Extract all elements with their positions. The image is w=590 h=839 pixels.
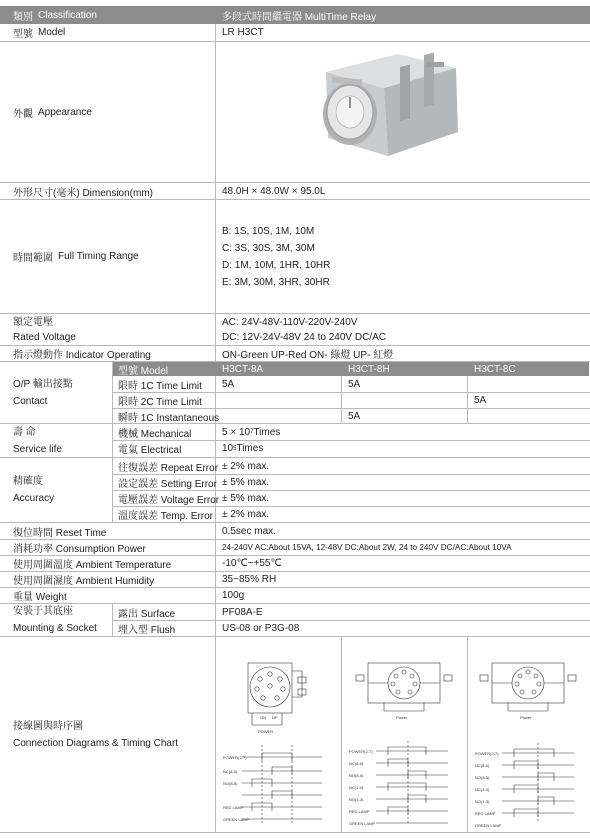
classification-label: 類別 Classification <box>13 9 97 23</box>
svg-text:GREEN LAMP: GREEN LAMP <box>475 823 502 828</box>
svg-text:POWER(2-7): POWER(2-7) <box>349 749 373 754</box>
model-8a: H3CT-8A <box>222 363 264 375</box>
timing-range-c: C: 3S, 30S, 3M, 30M <box>222 242 315 254</box>
consumption-row: 消耗功率 Consumption Power 24-240V AC:About 15VA, 12-48V DC:About 2W, 24 to 240V DC/AC:About 10VA <box>0 540 590 556</box>
header-row <box>0 6 590 24</box>
life-mechanical-value: 5 × 10 7 Times <box>222 426 281 438</box>
setting-error-value: ± 5% max. <box>222 476 270 488</box>
svg-text:POWER: POWER <box>258 729 274 734</box>
relay-photo <box>308 50 468 176</box>
weight-value: 100g <box>222 590 245 601</box>
svg-text:NC(1-4): NC(1-4) <box>349 785 364 790</box>
model-8c: H3CT-8C <box>474 363 516 375</box>
connection-block: 接線圖與時序圖 Connection Diagrams & Timing Chart ON UP POWER POWER(2-7) NC(8-6) NO(8-5) RED LAMP GREEN LAMP Power POWER(2-7) NC(8-6) NO(8-5) NC(1-4) NO(1-3) RED LAMP GREEN LAMP Power POWER(2-7) NC(8-6) NO(8-5) NC(1-4) NO(1-3) RED LAMP GREEN LAMP <box>0 637 590 833</box>
model-8h: H3CT-8H <box>348 363 390 375</box>
temp-error-value: ± 2% max. <box>222 508 270 520</box>
svg-text:NC(8-6): NC(8-6) <box>475 763 490 768</box>
dimension-value: 48.0H × 48.0W × 95.0L <box>222 185 326 197</box>
op-time-limit-1c: 限時 1C Time Limit <box>118 380 202 392</box>
svg-text:NO(8-5): NO(8-5) <box>475 775 490 780</box>
life-electrical-label: 電氣 Electrical <box>118 445 182 456</box>
timing-range-e: E: 3M, 30M, 3HR, 30HR <box>222 276 330 288</box>
rated-voltage-row: 額定電壓 Rated Voltage AC: 24V-48V-110V-220V-240V DC: 12V-24V-48V 24 to 240V DC/AC <box>0 314 590 346</box>
op-instantaneous-1c: 瞬時 1C Instantaneous <box>118 412 220 424</box>
svg-text:NC(8-6): NC(8-6) <box>349 761 364 766</box>
timing-range-d: D: 1M, 10M, 1HR, 10HR <box>222 259 331 271</box>
indicator-row: 指示燈動作 Indicator Operating ON-Green UP-Red ON- 綠燈 UP- 紅燈 <box>0 346 590 362</box>
reset-time-value: 0.5sec max. <box>222 525 276 537</box>
svg-text:NC(1-4): NC(1-4) <box>475 787 490 792</box>
weight-row: 重量 Weight 100g <box>0 588 590 604</box>
connection-diagram-8a <box>222 649 336 829</box>
rated-voltage-ac: AC: 24V-48V-110V-220V-240V <box>222 316 358 328</box>
model-value: LR H3CT <box>222 27 264 38</box>
svg-text:RED LAMP: RED LAMP <box>349 809 370 814</box>
svg-text:RED LAMP: RED LAMP <box>223 805 244 810</box>
svg-text:ON: ON <box>260 715 266 720</box>
voltage-error-value: ± 5% max. <box>222 492 270 504</box>
op-time-limit-2c: 限時 2C Time Limit <box>118 396 202 408</box>
timing-range-row: 時間範圍 Full Timing Range B: 1S, 10S, 1M, 10M C: 3S, 30S, 3M, 30M D: 1M, 10M, 1HR, 10HR E: 3M, 30M, 3HR, 30HR <box>0 200 590 314</box>
svg-text:NO(1-3): NO(1-3) <box>475 799 490 804</box>
timing-range-b: B: 1S, 10S, 1M, 10M <box>222 225 315 237</box>
mounting-block: 安裝于其底座 Mounting & Socket 露出 Surface PF08A-E 埋入型 Flush US-08 or P3G-08 <box>0 604 590 637</box>
flush-socket-value: US-08 or P3G-08 <box>222 623 300 634</box>
rated-voltage-dc: DC: 12V-24V-48V 24 to 240V DC/AC <box>222 331 386 343</box>
svg-text:GREEN LAMP: GREEN LAMP <box>349 821 376 826</box>
appearance-row: 外觀 Appearance <box>0 42 590 183</box>
ambient-temperature-value: -10℃~+55℃ <box>222 558 282 569</box>
svg-text:RED LAMP: RED LAMP <box>475 811 496 816</box>
indicator-value: ON-Green UP-Red ON- 綠燈 UP- 紅燈 <box>222 350 394 361</box>
dimension-row: 外形尺寸(毫米) Dimension(mm) 48.0H × 48.0W × 95.0L <box>0 183 590 200</box>
svg-text:NO(1-3): NO(1-3) <box>349 797 364 802</box>
connection-diagram-8c <box>474 649 586 829</box>
svg-text:GREEN LAMP: GREEN LAMP <box>223 817 250 822</box>
surface-socket-value: PF08A-E <box>222 606 263 618</box>
svg-text:POWER(2-7): POWER(2-7) <box>223 755 247 760</box>
svg-text:UP: UP <box>272 715 278 720</box>
life-electrical-value: 10 5 Times <box>222 443 264 454</box>
svg-text:Power: Power <box>396 715 408 720</box>
service-life-block: 壽 命 Service life 機械 Mechanical 5 × 10 7 Times 電氣 Electrical 10 5 Times <box>0 424 590 458</box>
op-contact-block: O/P 輸出接點 Contact 型號 Model H3CT-8A H3CT-8H H3CT-8C 限時 1C Time Limit 5A 5A 限時 2C Time Limit 5A 瞬時 1C Instantaneous 5A <box>0 362 590 424</box>
life-mechanical-label: 機械 Mechanical <box>118 428 192 440</box>
ambient-humidity-row: 使用周圍濕度 Ambient Humidity 35~85% RH <box>0 572 590 588</box>
connection-diagram-8h <box>348 649 462 829</box>
model-row: 型號 Model LR H3CT <box>0 24 590 42</box>
consumption-value: 24-240V AC:About 15VA, 12-48V DC:About 2W, 24 to 240V DC/AC:About 10VA <box>222 543 512 552</box>
accuracy-block: 精確度 Accuracy 往復誤差 Repeat Error ± 2% max. 設定誤差 Setting Error ± 5% max. 電壓誤差 Voltage Error ± 5% max. 溫度誤差 Temp. Error ± 2% max. <box>0 458 590 523</box>
ambient-humidity-value: 35~85% RH <box>222 574 277 585</box>
ambient-temperature-row: 使用周圍溫度 Ambient Temperature -10℃~+55℃ <box>0 556 590 572</box>
timing-range-list <box>221 200 586 313</box>
svg-text:Power: Power <box>520 715 532 720</box>
svg-text:NC(8-6): NC(8-6) <box>223 769 238 774</box>
svg-text:POWER(2-7): POWER(2-7) <box>475 751 499 756</box>
reset-time-row: 復位時間 Reset Time 0.5sec max. <box>0 523 590 540</box>
repeat-error-value: ± 2% max. <box>222 460 270 472</box>
svg-text:NO(8-5): NO(8-5) <box>223 781 238 786</box>
product-name: 多段式時間繼電器 MultiTime Relay <box>222 11 377 23</box>
op-model-header: 型號 Model <box>118 365 169 377</box>
svg-text:NO(8-5): NO(8-5) <box>349 773 364 778</box>
